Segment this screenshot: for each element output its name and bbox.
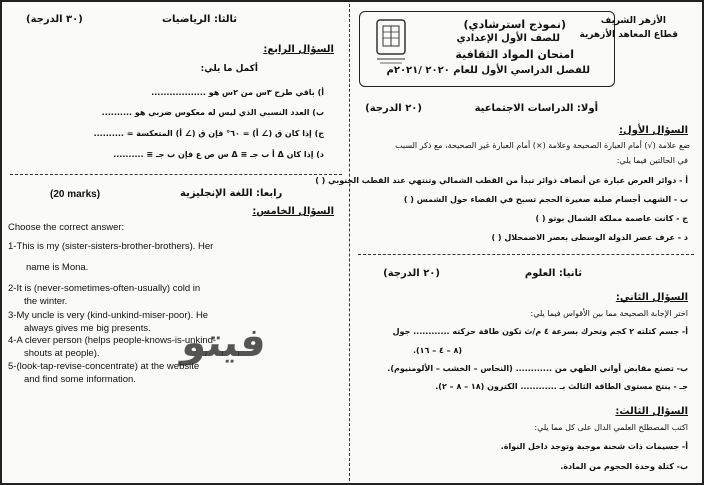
q3-title: السؤال الثالث: [615,406,688,417]
english-item-3-cont: always gives me big presents. [24,323,151,334]
term-label: للفصل الدراسي الأول للعام ٢٠٢٠ /٢٠٢١م [386,65,590,76]
english-item-5: 5-(look-tap-revise-concentrate) at the website [8,361,200,372]
q2-item-3: جـ - ينتج مستوى الطاقة الثالث بـ ............ الكترون (١٨ – ٨ – ٢). [435,382,688,391]
q3-item-2: ب- كتلة وحدة الحجوم من المادة. [560,462,688,471]
q2-item-2: ب- تصنع مقابض أواني الطهي من ............ (النحاس – الخشب – الألومنيوم). [387,364,688,373]
english-item-3: 3-My uncle is very (kind-unkind-miser-poor). He [8,310,209,321]
english-item-1-cont: name is Mona. [26,262,89,273]
q1-instruction2: في الحالتين فيما يلي: [616,156,688,165]
azhar-seal-icon [371,16,411,66]
header-line1: الأزهر الشريف [600,16,666,26]
q1-title: السؤال الأول: [619,125,688,136]
section-separator [358,254,694,255]
exam-title: امتحان المواد الثقافية [455,48,574,61]
q3-item-1: أ- جسيمات ذات شحنة موجبة وتوجد داخل النواة. [500,442,688,451]
english-instruction: Choose the correct answer: [8,222,125,233]
q4-title: السؤال الرابع: [263,44,334,55]
english-item-2-cont: the winter. [24,296,68,307]
q2-item-1-options: (٨ – ٤ – ١٦). [412,346,462,355]
math-degrees: (٣٠ الدرجة) [26,14,83,25]
q1-item-4: د - عرف عصر الدولة الوسطى بعصر الاضمحلال ( ) [491,233,688,242]
q1-item-2: ب - الشهب أجسام صلبة صغيرة الحجم تسبح في الفضاء حول الشمس ( ) [403,195,688,204]
social-degrees: (٢٠ الدرجة) [365,103,422,114]
page-divider [349,4,351,481]
q4-item-3: ج) إذا كان ق (∠ أ) = ٦٠° فإن ق (∠ أ) المتعكسة = .......... [93,129,324,138]
q4-instruction: أكمل ما يلي: [200,64,258,74]
english-section-title: رابعا: اللغة الإنجليزية [180,188,283,199]
english-item-2: 2-It is (never-sometimes-often-usually) cold in [8,283,201,294]
math-section-title: ثالثا: الرياضيات [162,14,238,25]
q4-item-2: ب) العدد النسبي الذي ليس له معكوس ضربي هو .......... [101,108,324,117]
q4-item-1: أ) باقي طرح ٣س من ٢س هو .................. [151,88,324,97]
q2-instruction: اختر الإجابة الصحيحة مما بين الأقواس فيما يلي: [530,309,688,318]
english-item-5-cont: and find some information. [24,374,136,385]
watermark-logo: فيتو [179,320,269,366]
left-section-separator [10,174,342,175]
header-line2: قطاع المعاهد الأزهرية [579,30,678,40]
grade-label: للصف الأول الإعدادي [456,33,560,44]
q4-item-4: د) إذا كان Δ أ ب جـ ≡ Δ س ص ع فإن ب جـ ≡ .......... [113,150,324,159]
model-label: (نموذج استرشادي) [463,18,566,31]
q1-item-3: ج - كانت عاصمة مملكة الشمال بوتو ( ) [535,214,688,223]
q2-item-1: أ- جسم كتلته ٢ كجم وتحرك بسرعة ٤ م/ث تكون طاقة حركته ............ جول [392,327,688,336]
english-item-1: 1-This is my (sister-sisters-brother-brothers). Her [8,241,214,252]
english-item-4: 4-A clever person (helps people-knows-is-unkind- [8,335,217,346]
q5-title: السؤال الخامس: [252,206,334,217]
q1-instruction: ضع علامة (√) أمام العبارة الصحيحة وعلامة (×) أمام العبارة غير الصحيحة، مع ذكر السبب [395,141,690,150]
science-degrees: (٢٠ الدرجة) [383,268,440,279]
science-section-title: ثانيا: العلوم [524,268,582,279]
english-item-4-cont: shouts at people). [24,348,100,359]
q1-item-1: أ - دوائر العرض عبارة عن أنصاف دوائر تبدأ من القطب الشمالي وتنتهي عند القطب الجنوبي ( ) [315,176,688,185]
q3-instruction: اكتب المصطلح العلمي الدال على كل مما يلي: [534,423,688,432]
q2-title: السؤال الثاني: [615,292,688,303]
social-section-title: أولا: الدراسات الاجتماعية [474,103,598,114]
english-degrees: (20 marks) [50,189,101,200]
